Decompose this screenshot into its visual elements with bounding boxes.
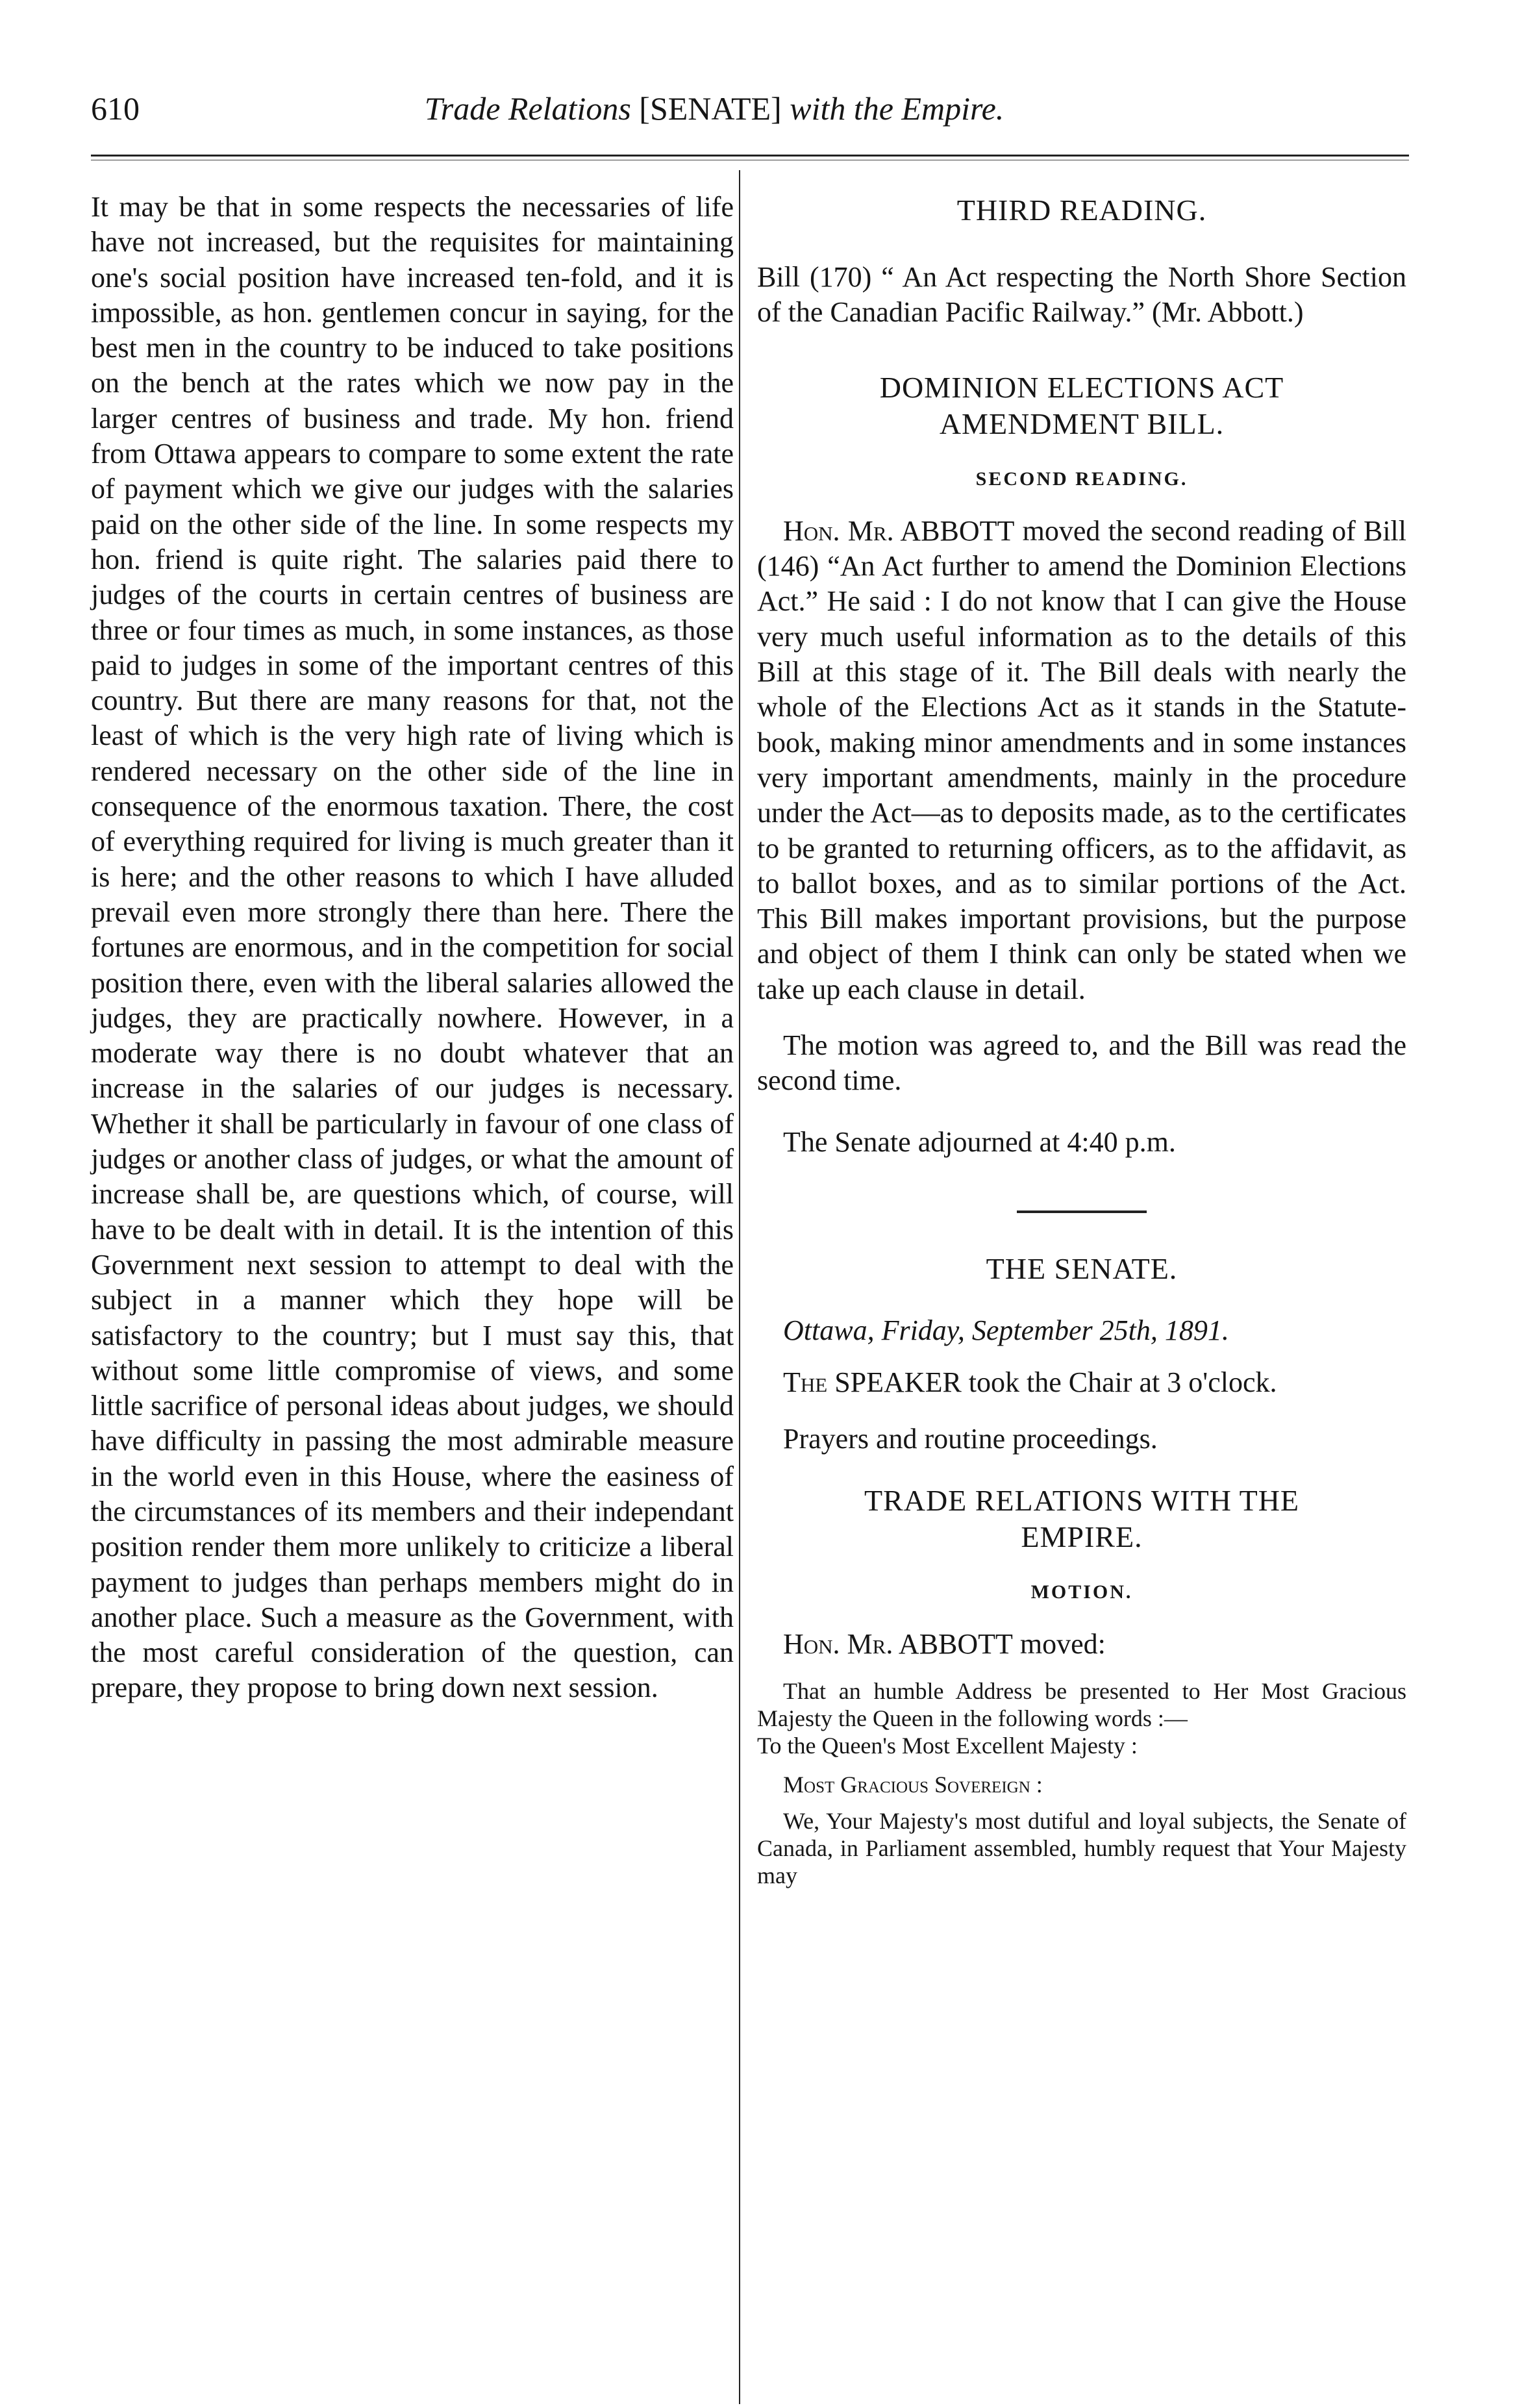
elections-heading-line2: AMENDMENT BILL. [939, 407, 1225, 440]
right-column [757, 190, 1406, 1889]
running-title-right: with the Empire. [790, 90, 1004, 127]
third-reading-heading: THIRD READING. [956, 194, 1207, 227]
senate-heading: THE SENATE. [986, 1251, 1178, 1285]
abbott-moved [757, 1627, 1406, 1662]
address-intro: That an humble Address be presented to Her Most Gracious Majesty the Queen in the following words :— [757, 1678, 1406, 1732]
abbott-moved-text: moved: [1012, 1628, 1106, 1661]
salutation: Most Gracious Sovereign : [783, 1772, 1043, 1798]
running-title-chamber: [SENATE] [639, 90, 782, 127]
address-to: To the Queen's Most Excellent Majesty : [757, 1733, 1138, 1759]
abbott-moved-speaker: Hon. Mr. ABBOTT [783, 1628, 1013, 1661]
abbott-speech-text: moved the second reading of Bill (146) “An Act further to amend the Dominion Elections Act.” He said : I do not know that I can give the House very much useful information as to the details of this Bill at this stage of it. The Bill deals with nearly the whole of the Elections Act as it stands in the Statute-book, making minor amendments and in some instances very important amendments, mainly in the procedure under the Act—as to deposits made, as to the certificates to be granted to returning officers, as to the affidavit, as to ballot boxes, and as to similar portions of the Act. This Bill makes important provisions, but the purpose and object of them I think can only be stated when we take up each clause in detail. [757, 514, 1406, 1005]
motion-subhead: MOTION. [1030, 1581, 1133, 1603]
left-column [91, 190, 734, 1706]
adjourned-line: The Senate adjourned at 4:40 p.m. [783, 1125, 1176, 1158]
prayers-line: Prayers and routine proceedings. [783, 1422, 1158, 1455]
trade-heading-line2: EMPIRE. [1021, 1520, 1143, 1553]
page-header [0, 0, 1522, 169]
abbott-speech [757, 514, 1406, 1007]
trade-heading-line1: TRADE RELATIONS WITH THE [864, 1483, 1300, 1517]
running-title-left: Trade Relations [424, 90, 631, 127]
section-divider [1017, 1210, 1147, 1213]
speech-paragraph: It may be that in some respects the necessaries of life have not increased, but the requisites for maintaining one's social position have increased ten-fold, and it is impossible, as hon. gentlemen concur in saying, for the best men in the country to be induced to take positions on the bench at the rates which we now pay in the larger centres of business and trade. My hon. friend from Ottawa appears to compare to some extent the rate of payment which we give our judges with the salaries paid on the other side of the line. In some respects my hon. friend is quite right. The salaries paid there to judges of the courts in certain centres of business are three or four times as much, in some instances, as those paid to judges in some of the important centres of this country. But there are many reasons for that, not the least of which is the very high rate of living which is rendered necessary on the other side of the line in consequence of the enormous taxation. There, the cost of everything required for living is much greater than it is here; and the other reasons to which I have alluded prevail even more strongly there than here. There the fortunes are enormous, and in the competition for social position there, even with the liberal salaries allowed the judges, they are practically nowhere. However, in a moderate way there is no doubt whatever that an increase in the salaries of our judges is necessary. Whether it shall be particularly in favour of one class of judges or another class of judges, or what the amount of increase shall be, are questions which, of course, will have to be dealt with in detail. It is the intention of this Government next session to attempt to deal with the subject in a manner which they hope will be satisfactory to the country; but I must say this, that without some little compromise of views, and some little sacrifice of personal ideas about judges, we should have difficulty in passing the most admirable measure in the world even in this House, where the easiness of the circumstances of its members and their independant position render them more unlikely to criticize a liberal payment to judges than perhaps members might do in another place. Such a measure as the Government, with the most careful consideration of the question, can prepare, they propose to bring down next session. [91, 191, 734, 1704]
running-title [260, 90, 1169, 127]
page-number: 610 [91, 90, 140, 127]
date-line: Ottawa, Friday, September 25th, 1891. [783, 1314, 1229, 1346]
address-body: We, Your Majesty's most dutiful and loyal subjects, the Senate of Canada, in Parliament assembled, humbly request that Your Majesty may [757, 1808, 1406, 1889]
speaker-text: took the Chair at 3 o'clock. [961, 1366, 1277, 1399]
elections-heading-line1: DOMINION ELECTIONS ACT [879, 370, 1284, 404]
third-reading-text: Bill (170) “ An Act respecting the North Shore Section of the Canadian Pacific Railway.” (Mr. Abbott.) [757, 261, 1406, 329]
motion-agreed: The motion was agreed to, and the Bill was read the second time. [757, 1029, 1406, 1097]
speaker-line [757, 1365, 1406, 1400]
speaker-name: Hon. Mr. ABBOTT [783, 514, 1015, 547]
column-divider [739, 170, 740, 2404]
header-rule [91, 155, 1409, 157]
second-reading-subhead: SECOND READING. [975, 468, 1188, 490]
speaker-label: The SPEAKER [783, 1366, 962, 1399]
